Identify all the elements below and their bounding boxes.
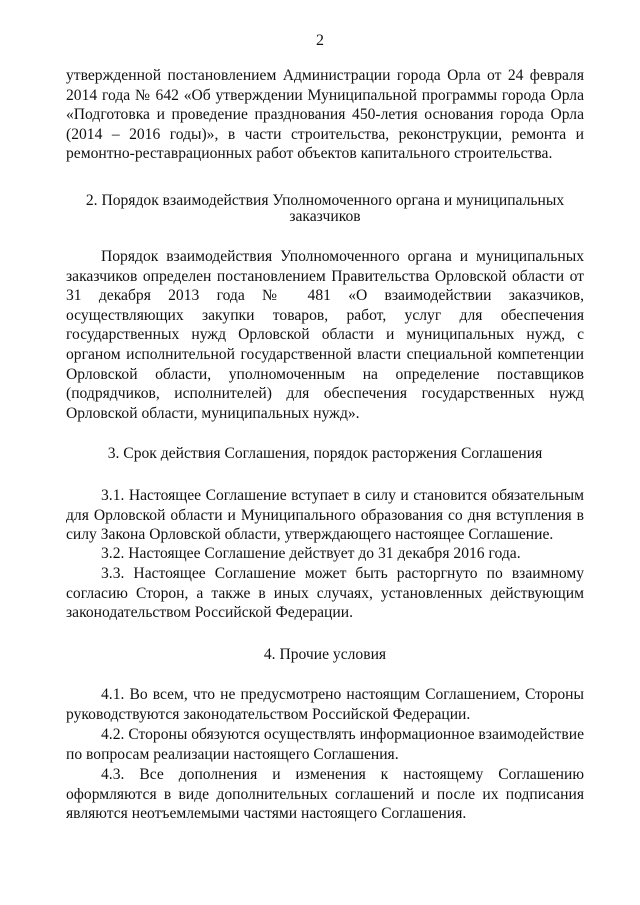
section-4-title: 4. Прочие условия	[263, 646, 387, 663]
clause-3-1: 3.1. Настоящее Соглашение вступает в силу и становится обязательным для Орловской области и Муниципального образования со дня вступления в силу Закона Орловской области, утверждающего настоящее Соглашение.	[66, 487, 584, 544]
clause-4-3: 4.3. Все дополнения и изменения к настоящему Соглашению оформляются в виде дополнительных соглашений и после их подписания являются неотъемлемыми частями настоящего Соглашения.	[66, 766, 584, 823]
clause-3-2: 3.2. Настоящее Соглашение действует до 31 декабря 2016 года.	[101, 545, 521, 562]
section-2-title-line-1: 2. Порядок взаимодействия Уполномоченного органа и муниципальных	[85, 192, 565, 209]
section-3-title: 3. Срок действия Соглашения, порядок расторжения Соглашения	[107, 445, 543, 462]
clause-4-1: 4.1. Во всем, что не предусмотрено настоящим Соглашением, Стороны руководствуются законодательством Российской Федерации.	[66, 686, 584, 723]
section-2-title-line-2: заказчиков	[289, 208, 361, 225]
clause-4-2: 4.2. Стороны обязуются осуществлять информационное взаимодействие по вопросам реализации настоящего Соглашения.	[66, 726, 584, 763]
clause-3-3: 3.3. Настоящее Соглашение может быть расторгнуто по взаимному согласию Сторон, а также в иных случаях, установленных действующим законодательством Российской Федерации.	[66, 565, 584, 622]
intro-paragraph: утвержденной постановлением Администрации города Орла от 24 февраля 2014 года № 642 «Об утверждении Муниципальной программы города Орла «Подготовка и проведение празднования 450-летия основания города Орла (2014 – 2016 годы)», в части строительства, реконструкции, ремонта и ремонтно-реставрационных работ объектов капитального строительства.	[66, 67, 584, 163]
section-2-body: Порядок взаимодействия Уполномоченного органа и муниципальных заказчиков определен постановлением Правительства Орловской области от 31 декабря 2013 года № 481 «О взаимодействии заказчиков, осуществляющих закупки товаров, работ, услуг для обеспечения государственных нужд Орловской области и муниципальных нужд, с органом исполнительной государственной власти специальной компетенции Орловской области, уполномоченным на определение поставщиков (подрядчиков, исполнителей) для обеспечения государственных нужд Орловской области, муниципальных нужд».	[66, 248, 584, 422]
page-number: 2	[316, 32, 324, 49]
